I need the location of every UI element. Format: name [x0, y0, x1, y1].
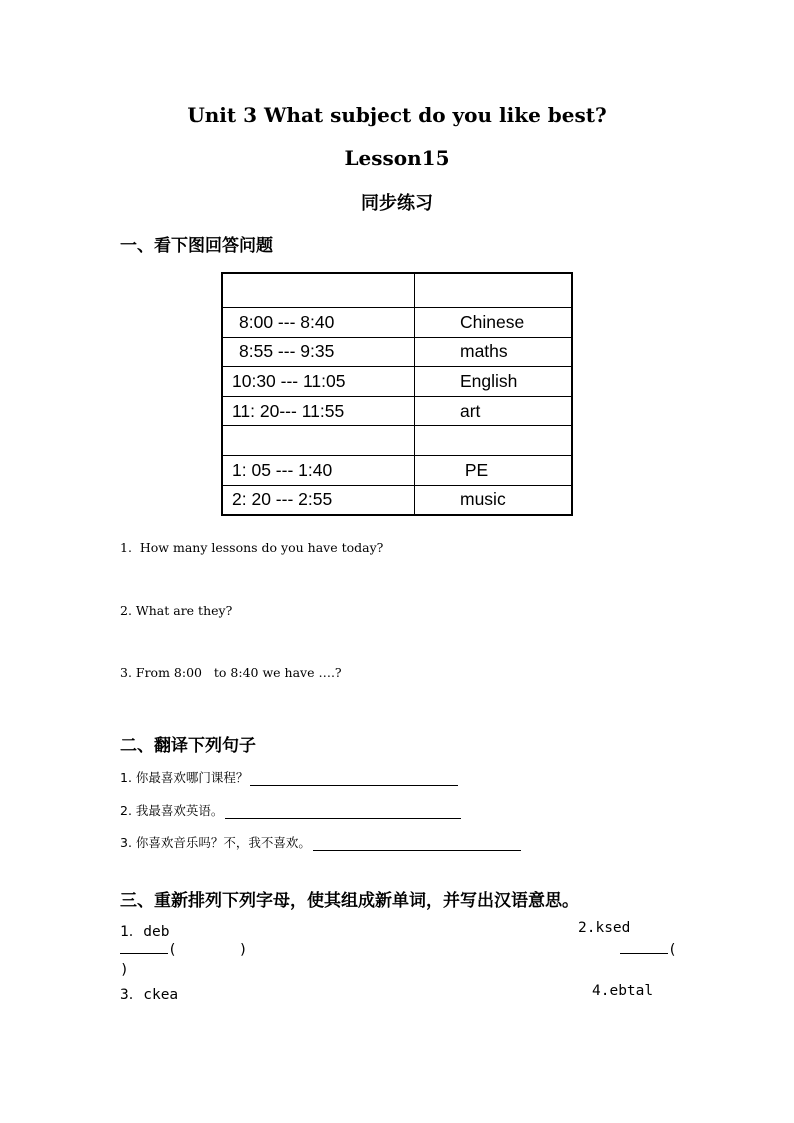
section-2-heading: 二、翻译下列句子	[120, 736, 256, 756]
time-cell	[222, 273, 415, 308]
answer-blank[interactable]	[120, 943, 168, 954]
time-cell: 11: 20--- 11:55	[222, 396, 415, 426]
subject-cell: English	[415, 367, 573, 397]
paren-open: (	[668, 942, 677, 958]
translate-text: 1. 你最喜欢哪门课程？	[120, 770, 249, 785]
paren-close: )	[120, 962, 129, 978]
table-row	[222, 455, 572, 485]
word-item-3: 3．ckea	[120, 987, 179, 1003]
word-answer-1	[120, 942, 247, 958]
paren-open: (	[168, 942, 177, 958]
question-2: 2. What are they?	[120, 603, 233, 618]
answer-line[interactable]	[250, 773, 458, 786]
time-cell	[222, 426, 415, 456]
word-item-1: 1．deb	[120, 924, 170, 940]
translate-item-3	[120, 833, 521, 851]
schedule-table	[221, 272, 573, 516]
table-row	[222, 308, 572, 338]
section-3-heading: 三、重新排列下列字母，使其组成新单词，并写出汉语意思。	[120, 891, 579, 911]
subject-cell	[415, 426, 573, 456]
worksheet-title: Unit 3 What subject do you like best?	[187, 103, 607, 127]
answer-line[interactable]	[225, 806, 461, 819]
table-row	[222, 273, 572, 308]
paren-close: )	[238, 942, 248, 958]
answer-line[interactable]	[313, 838, 521, 851]
time-cell: 8:55 --- 9:35	[222, 337, 415, 367]
translate-text: 2. 我最喜欢英语。	[120, 803, 224, 818]
subject-cell	[415, 273, 573, 308]
subject-cell: music	[415, 485, 573, 515]
time-cell: 1: 05 --- 1:40	[222, 455, 415, 485]
worksheet-subtitle: 同步练习	[361, 193, 433, 214]
word-answer-2	[620, 942, 677, 958]
word-item-4: 4.ebtal	[592, 983, 654, 999]
word-item-2: 2.ksed	[578, 920, 631, 936]
subject-cell: Chinese	[415, 308, 573, 338]
table-row	[222, 367, 572, 397]
answer-blank[interactable]	[620, 943, 668, 954]
subject-cell: maths	[415, 337, 573, 367]
question-1: 1. How many lessons do you have today?	[120, 540, 384, 555]
subject-cell: PE	[415, 455, 573, 485]
time-cell: 10:30 --- 11:05	[222, 367, 415, 397]
time-cell: 2: 20 --- 2:55	[222, 485, 415, 515]
table-row	[222, 426, 572, 456]
translate-item-2	[120, 801, 461, 819]
table-row	[222, 396, 572, 426]
translate-item-1	[120, 768, 458, 786]
question-3: 3. From 8:00 to 8:40 we have ….?	[120, 665, 342, 680]
table-row	[222, 337, 572, 367]
lesson-title: Lesson15	[344, 146, 450, 170]
subject-cell: art	[415, 396, 573, 426]
time-cell: 8:00 --- 8:40	[222, 308, 415, 338]
paren-close-wrap	[120, 962, 129, 978]
table-row	[222, 485, 572, 515]
section-1-heading: 一、看下图回答问题	[120, 236, 273, 256]
translate-text: 3. 你喜欢音乐吗？不，我不喜欢。	[120, 835, 311, 850]
